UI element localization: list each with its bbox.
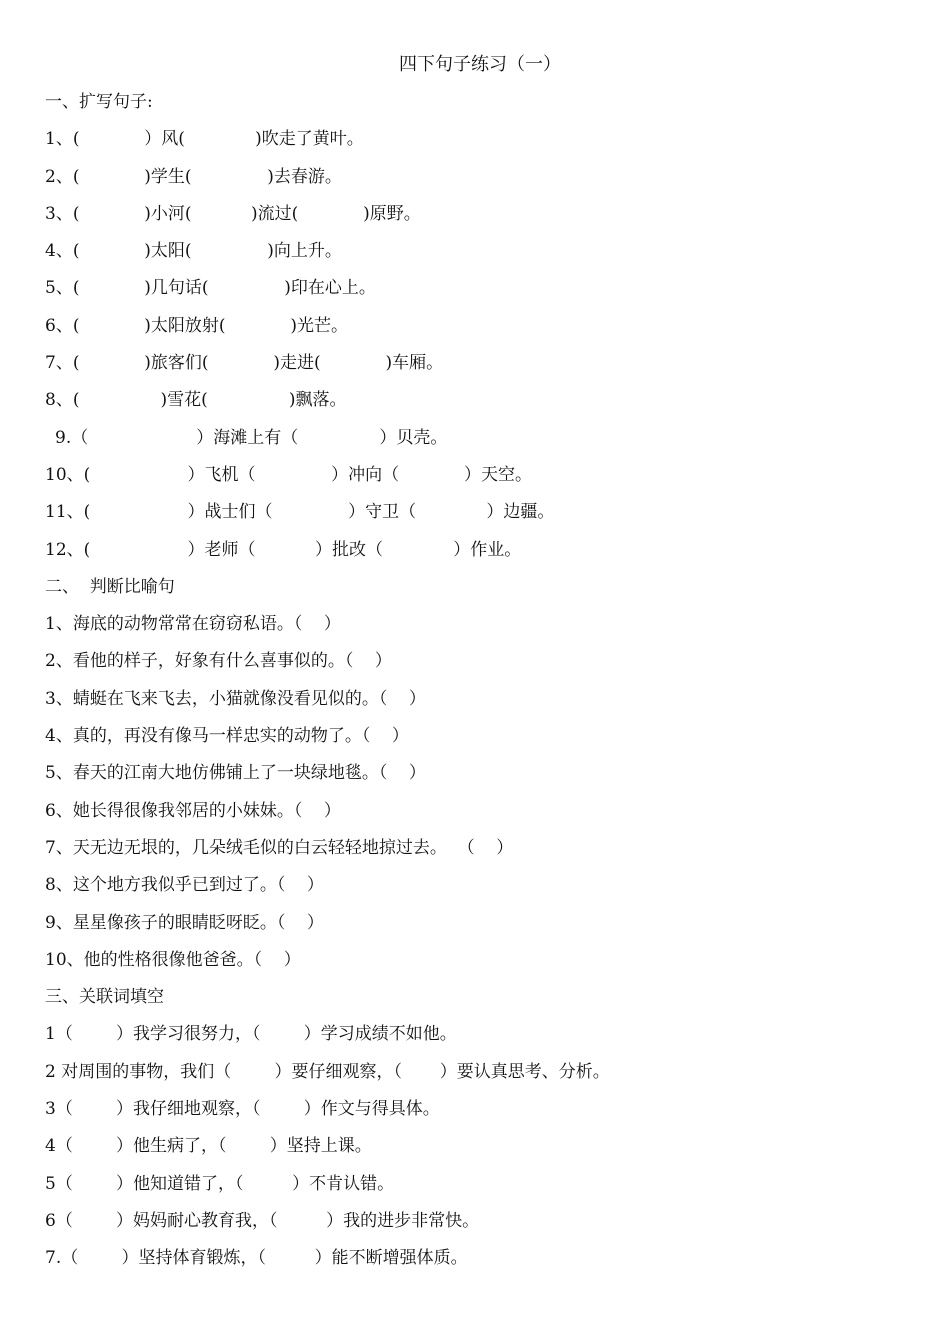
exercise-item: 4、真的，再没有像马一样忠实的动物了。（ ）	[45, 726, 409, 747]
section-heading: 三、关联词填空	[45, 987, 164, 1008]
exercise-item: 11、( ）战士们（ ）守卫（ ）边疆。	[45, 502, 555, 523]
exercise-item: 10、( ）飞机（ ）冲向（ ）天空。	[45, 464, 533, 485]
exercise-item: 9.（ ）海滩上有（ ）贝壳。	[55, 427, 448, 448]
section-heading: 二、 判断比喻句	[45, 576, 175, 597]
exercise-item: 7.（ ）坚持体育锻炼，（ ）能不断增强体质。	[45, 1248, 468, 1269]
exercise-item: 3、蜻蜓在飞来飞去，小猫就像没看见似的。（ ）	[45, 688, 426, 709]
exercise-item: 7、( )旅客们( )走进( )车厢。	[45, 353, 444, 374]
exercise-item: 6（ ）妈妈耐心教育我，（ ）我的进步非常快。	[45, 1210, 480, 1231]
exercise-item: 2、( )学生( )去春游。	[45, 166, 342, 187]
exercise-item: 4、( )太阳( )向上升。	[45, 241, 342, 262]
exercise-item: 12、( ）老师（ ）批改（ ）作业。	[45, 539, 522, 560]
section-heading: 一、扩写句子:	[45, 92, 153, 112]
page-title: 四下句子练习（一）	[399, 54, 561, 75]
exercise-item: 8、( )雪花( )飘落。	[45, 390, 347, 411]
exercise-item: 2 对周围的事物，我们（ ）要仔细观察，（ ）要认真思考、分析。	[45, 1061, 610, 1082]
worksheet-body	[45, 87, 925, 1281]
exercise-item: 1、( ）风( )吹走了黄叶。	[45, 129, 364, 150]
exercise-item: 7、天无边无垠的，几朵绒毛似的白云轻轻地掠过去。 （ ）	[45, 837, 514, 858]
exercise-item: 4（ ）他生病了，（ ）坚持上课。	[45, 1136, 372, 1157]
exercise-item: 10、他的性格很像他爸爸。（ ）	[45, 949, 301, 970]
exercise-item: 2、看他的样子，好象有什么喜事似的。（ ）	[45, 651, 392, 672]
exercise-item: 5、春天的江南大地仿佛铺上了一块绿地毯。（ ）	[45, 763, 426, 784]
exercise-item: 5（ ）他知道错了，（ ）不肯认错。	[45, 1173, 395, 1194]
exercise-item: 6、她长得很像我邻居的小妹妹。（ ）	[45, 800, 341, 821]
exercise-item: 5、( )几句话( )印在心上。	[45, 278, 376, 299]
exercise-item: 3（ ）我仔细地观察，（ ）作文与得具体。	[45, 1099, 440, 1120]
exercise-item: 8、这个地方我似乎已到过了。（ ）	[45, 875, 324, 896]
exercise-item: 9、星星像孩子的眼睛眨呀眨。（ ）	[45, 912, 324, 933]
exercise-item: 1（ ）我学习很努力，（ ）学习成绩不如他。	[45, 1024, 457, 1045]
exercise-item: 6、( )太阳放射( )光芒。	[45, 315, 349, 336]
exercise-item: 3、( )小河( )流过( )原野。	[45, 203, 421, 224]
exercise-item: 1、海底的动物常常在窃窃私语。（ ）	[45, 614, 341, 635]
